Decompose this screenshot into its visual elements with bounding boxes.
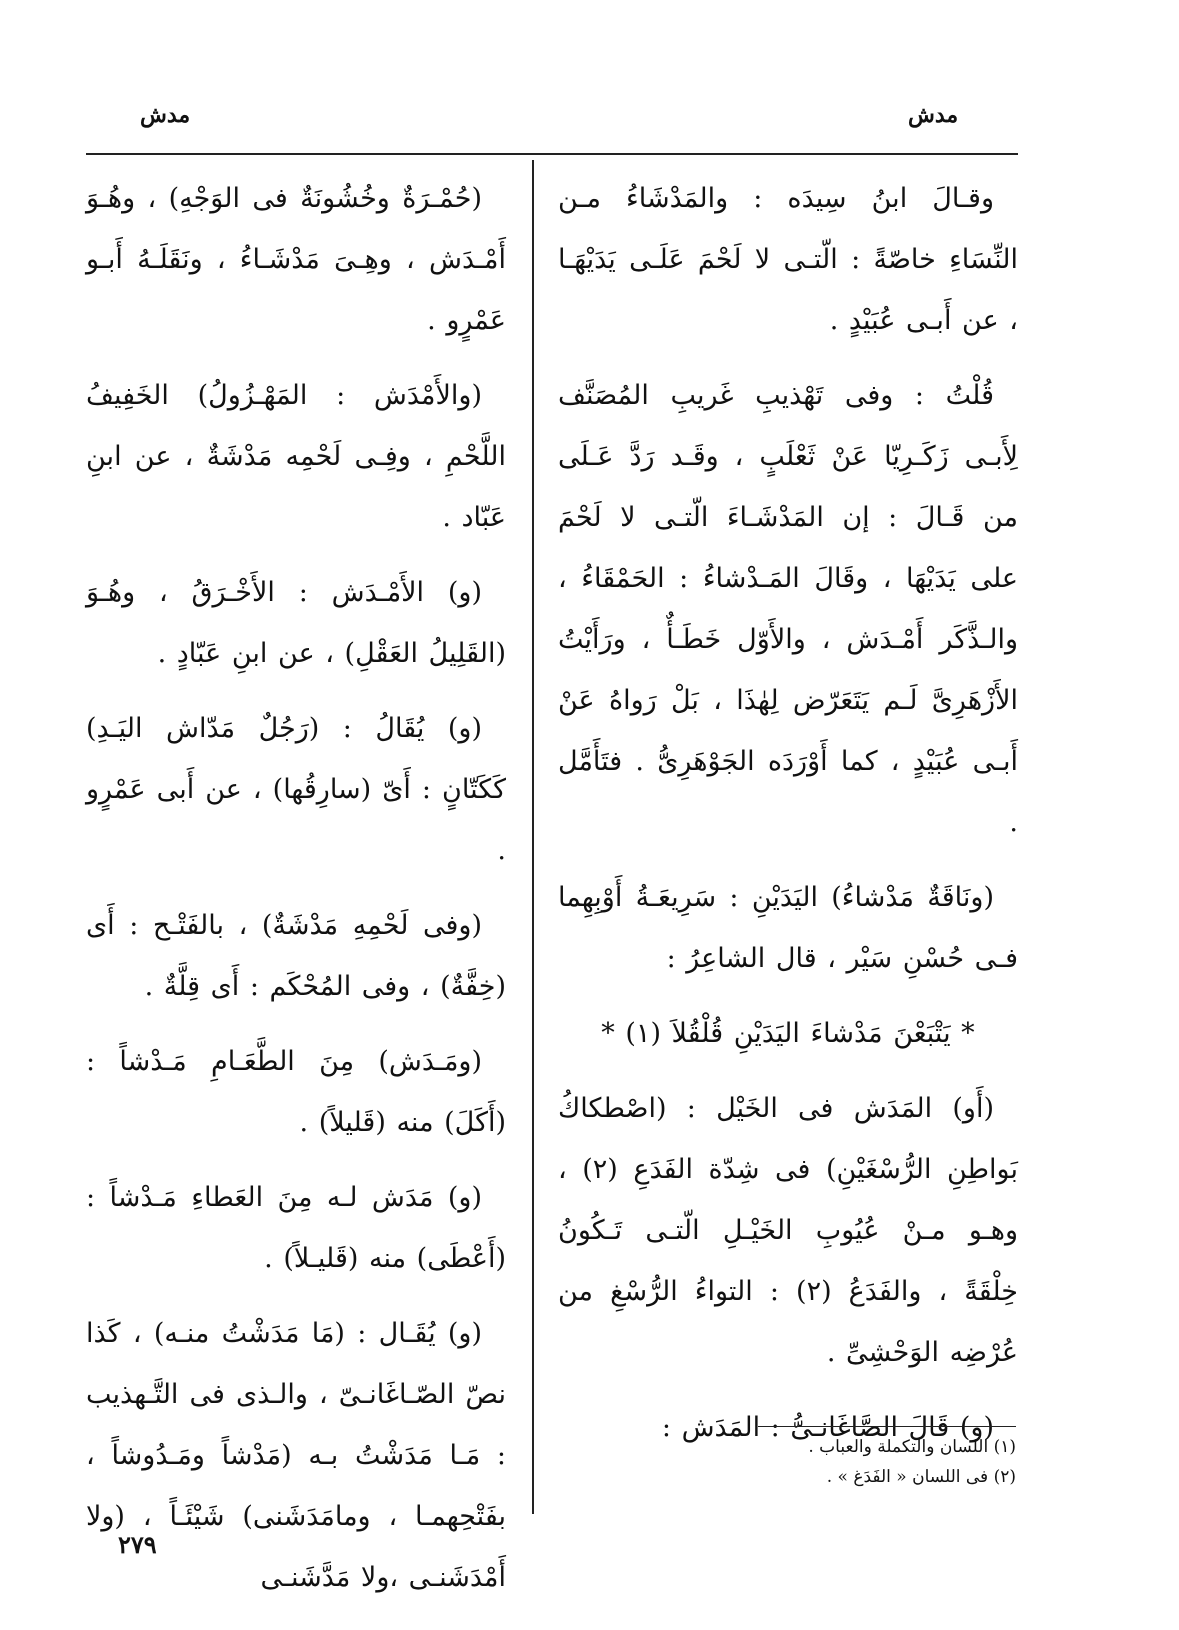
footnotes: [620, 1432, 1016, 1492]
footnote: (١) اللسان والتكملة والعباب .: [808, 1437, 1016, 1457]
header-rule: [86, 153, 1018, 155]
paragraph: (و) يُقَـال : (مَا مَدَشْتُ منـه) ، كَذا نصّ الصّـاغَانـىّ ، والـذى فى التَّـهذيب : مَـا مَدَشْتُ بـه (مَدْشاً ومَـدُوشاً ، بفَتْحِهمـا ، ومامَدَشَنى) شَيْئَـاً ، (ولا أَمْدَشَنـى ،ولا مَدَّشَنـى: [86, 1318, 506, 1593]
paragraph: (أَو) المَدَش فى الخَيْل : (اصْطكاكُ بَواطِنِ الرُّسْغَيْنِ) فى شِدّة الفَدَعِ (٢) ، وهـو مـنْ عُيُوبِ الخَيْـلِ الّتـى تَـكُونُ خِلْقَةً ، والفَدَعُ (٢) : التواءُ الرُّسْغِ من عُرْضِه الوَحْشِىِّ .: [558, 1093, 1018, 1368]
paragraph: (ونَاقَةٌ مَدْشاءُ) اليَدَيْنِ : سَرِيعَـةُ أَوْبِهِما فـى حُسْنِ سَيْر ، قال الشاعِرُ :: [558, 882, 1018, 974]
paragraph: (ومَـدَش) مِنَ الطَّعَـامِ مَـدْشاً : (أَكَلَ) منه (قَليلاً) .: [86, 1046, 506, 1138]
paragraph: (وفى لَحْمِهِ مَدْشَةٌ) ، بالفَتْـح : أَى (خِفَّةٌ) ، وفى المُحْكَم : أَى قِلَّةٌ .: [86, 910, 506, 1002]
paragraph: (و) مَدَش لـه مِنَ العَطاءِ مَـدْشاً : (أَعْطَى) منه (قَليـلاً) .: [86, 1182, 506, 1274]
footnote: (٢) فى اللسان « الفَدَغ » .: [826, 1467, 1016, 1487]
header-entry-word-left: مدش: [140, 102, 191, 128]
paragraph: (و) الأَمْـدَش : الأَخْـرَقُ ، وهُـوَ (القَلِيلُ العَقْلِ) ، عن ابنِ عَبّادٍ .: [86, 577, 506, 669]
paragraph: وقـالَ ابنُ سِيدَه : والمَدْشَاءُ مـن النِّسَاءِ خاصّةً : الّتـى لا لَحْمَ عَلَـى يَدَيْهَـا ، عن أَبـى عُبَيْدٍ .: [558, 183, 1018, 336]
paragraph: (و) يُقَالُ : (رَجُلٌ مَدّاش اليَـدِ) كَكَتّانٍ : أَىّ (سارِقُها) ، عن أَبى عَمْرٍو .: [86, 713, 506, 866]
footnote-rule: [758, 1426, 1016, 1427]
page-number: ٢٧٩: [118, 1530, 157, 1559]
column-divider: [532, 160, 534, 1514]
verse-line: * يَتْبَعْنَ مَدْشاءَ اليَدَيْنِ قُلْقُلاَ (١) *: [601, 1018, 975, 1049]
paragraph: قُلْتُ : وفى تَهْذيبِ غَريبِ المُصَنَّف لِأَبـى زَكَـرِيّا عَنْ ثَعْلَبٍ ، وقَـد رَدَّ عَـلَى من قَـالَ : إن المَدْشَـاءَ الّتـى لا لَحْمَ على يَدَيْهَا ، وقَالَ المَـدْشاءُ : الحَمْقَاءُ ، والـذَّكَر أَمْـدَش ، والأَوّل خَطَـأٌ ، ورَأَيْتُ الأَزْهَرِىَّ لَـم يَتَعَرّض لِهٰذَا ، بَلْ رَواهُ عَنْ أَبـى عُبَيْدٍ ، كما أَوْرَدَه الجَوْهَرِىُّ . فتَأَمَّل .: [558, 380, 1018, 838]
paragraph: (والأَمْدَش : المَهْـزُولُ) الخَفِيفُ اللَّحْمِ ، وفِـى لَحْمِه مَدْشَةٌ ، عن ابنِ عَبّاد .: [86, 380, 506, 533]
header-entry-word-right: مدش: [908, 102, 959, 128]
paragraph: (و) قَالَ الصَّاغَانـىُّ : المَدَش :: [661, 1412, 994, 1443]
left-column: [86, 168, 506, 1622]
paragraph: (حُمْـرَةٌ وخُشُونَةٌ فى الوَجْهِ) ، وهُـوَ أَمْـدَش ، وهِـىَ مَدْشَـاءُ ، ونَقَلَـهُ أَبـو عَمْرٍو .: [86, 183, 506, 336]
right-column: [558, 168, 1018, 1472]
